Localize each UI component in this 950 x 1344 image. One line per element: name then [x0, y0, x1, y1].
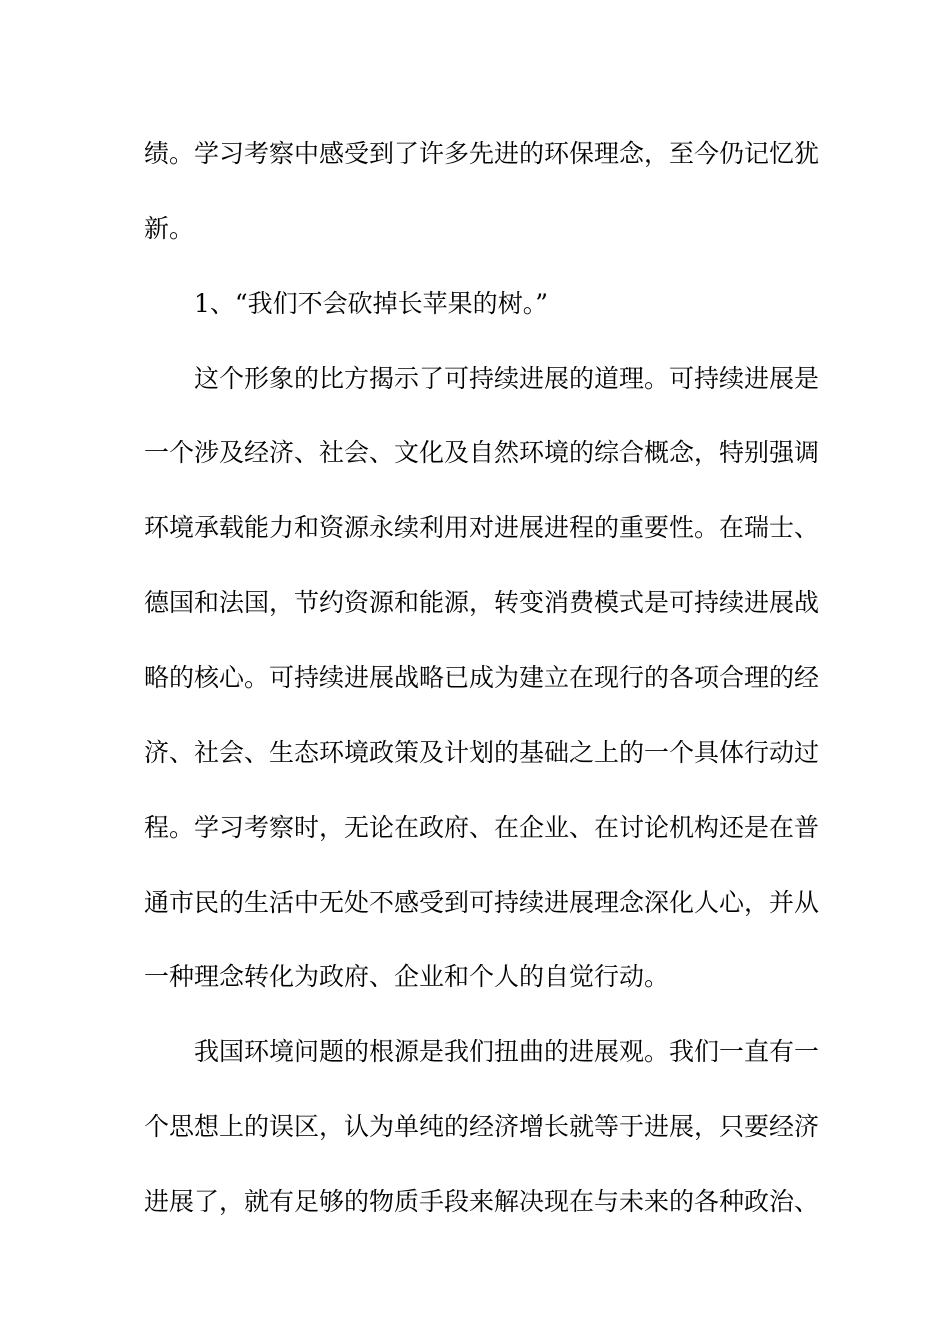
paragraph-line: 这个形象的比方揭示了可持续进展的道理。可持续进展是	[194, 364, 820, 393]
paragraph-line: 济、社会、生态环境政策及计划的基础之上的一个具体行动过	[144, 738, 820, 767]
paragraph-line: 进展了，就有足够的物质手段来解决现在与未来的各种政治、	[144, 1187, 820, 1216]
paragraph-line: 绩。学习考察中感受到了许多先进的环保理念，至今仍记忆犹	[144, 139, 820, 168]
paragraph-line: 我国环境问题的根源是我们扭曲的进展观。我们一直有一	[194, 1037, 820, 1066]
paragraph-line: 一种理念转化为政府、企业和个人的自觉行动。	[144, 962, 670, 991]
paragraph-line: 程。学习考察时，无论在政府、在企业、在讨论机构还是在普	[144, 813, 820, 842]
paragraph-line: 环境承载能力和资源永续利用对进展进程的重要性。在瑞士、	[144, 513, 820, 542]
paragraph-line: 略的核心。可持续进展战略已成为建立在现行的各项合理的经	[144, 663, 820, 692]
paragraph-line: 德国和法国，节约资源和能源，转变消费模式是可持续进展战	[144, 588, 820, 617]
paragraph-line: 个思想上的误区，认为单纯的经济增长就等于进展，只要经济	[144, 1112, 820, 1141]
paragraph-line: 通市民的生活中无处不感受到可持续进展理念深化人心，并从	[144, 888, 820, 917]
section-heading: 1、“我们不会砍掉长苹果的树。”	[194, 289, 548, 318]
paragraph-line: 新。	[144, 214, 195, 243]
paragraph-line: 一个涉及经济、社会、文化及自然环境的综合概念，特别强调	[144, 438, 820, 467]
